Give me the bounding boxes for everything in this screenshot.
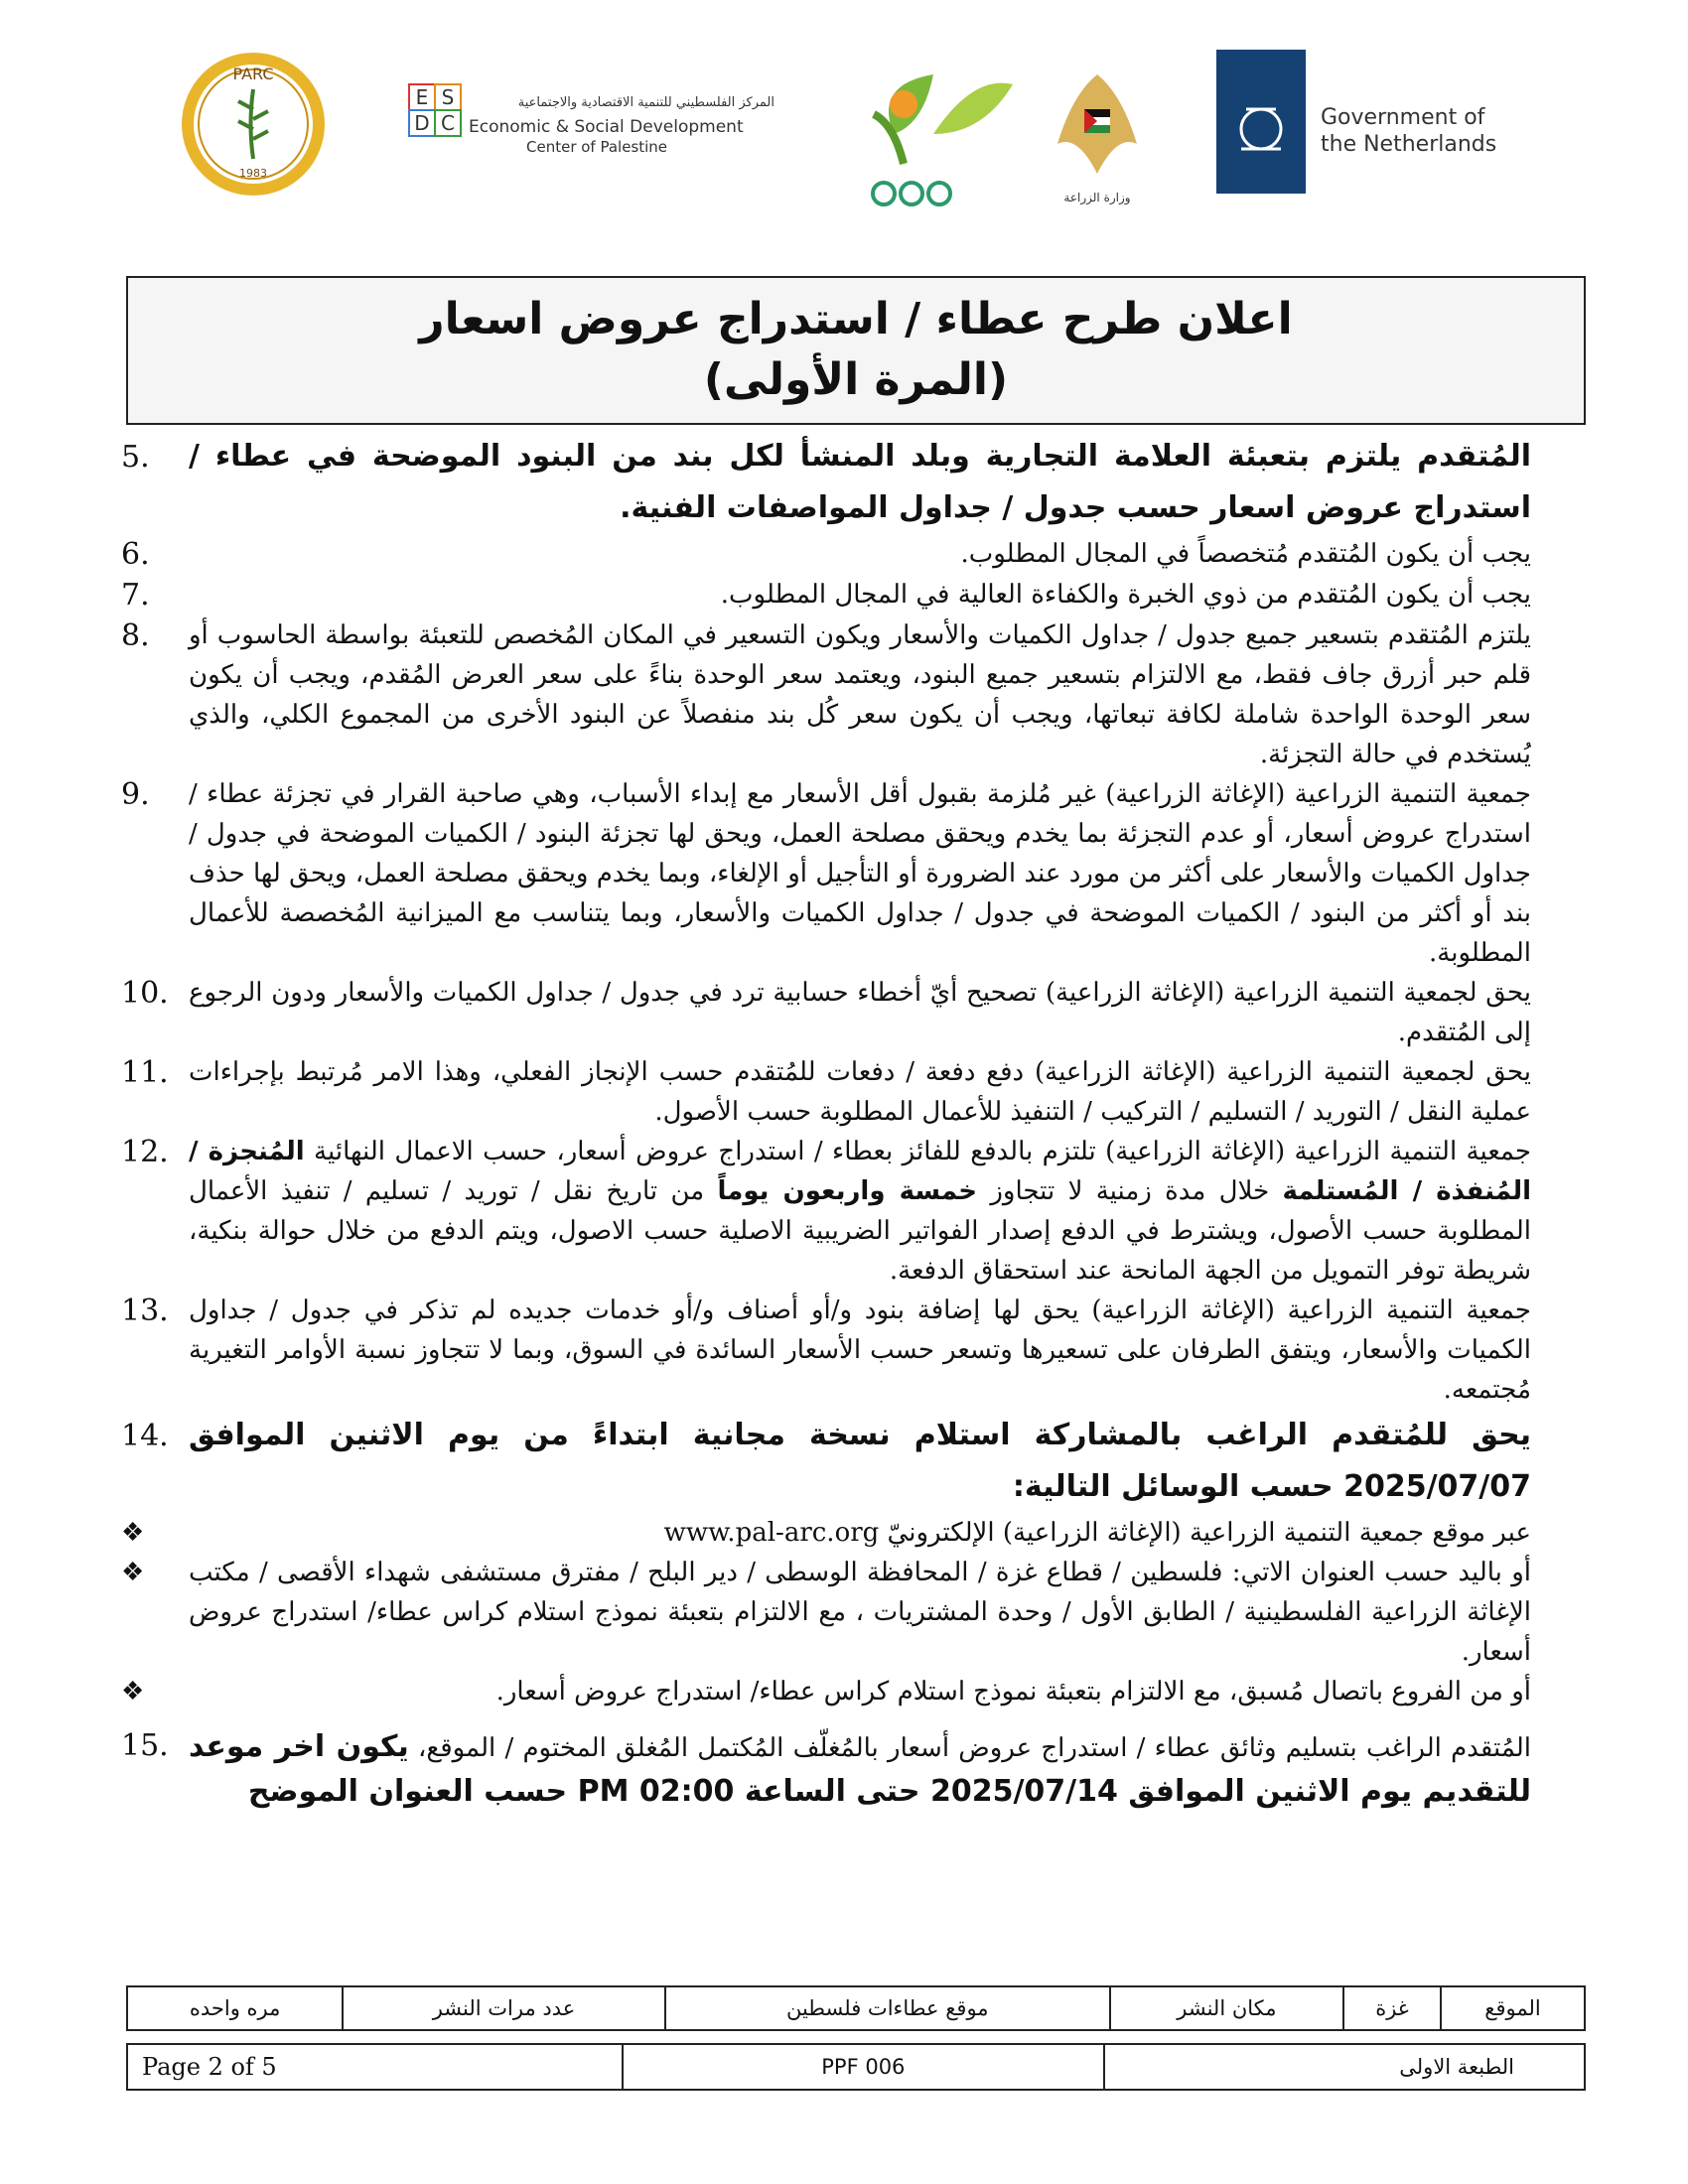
item-number: 9. (121, 777, 150, 812)
item-number: 12. (121, 1135, 169, 1169)
list-item (121, 431, 1531, 534)
document-footer-table (126, 2043, 1586, 2091)
esdc-logo (407, 74, 784, 184)
svg-text:Government of: Government of (1321, 105, 1485, 130)
item-number: 7. (121, 578, 150, 613)
page-number: Page 2 of 5 (127, 2044, 623, 2090)
list-item (121, 534, 1531, 575)
announcement-title-box (126, 276, 1586, 425)
item-text: يحق للمُتقدم الراغب بالمشاركة استلام نسخة مجانية ابتداءً من يوم الاثنين الموافق 2025/07/07 حسب الوسائل التالية: (189, 1418, 1531, 1504)
svg-text:D: D (414, 111, 430, 135)
conditions-list (121, 431, 1531, 1950)
bullet-item (121, 1513, 1531, 1553)
svg-text:PARC: PARC (232, 65, 274, 83)
item-number: 13. (121, 1294, 169, 1328)
netherlands-government-logo (1172, 50, 1589, 199)
item-number: 8. (121, 618, 150, 653)
list-item (121, 973, 1531, 1052)
location-value: غزة (1343, 1986, 1441, 2030)
svg-text:S: S (441, 85, 455, 109)
item-number: 5. (121, 440, 150, 475)
svg-text:the Netherlands: the Netherlands (1321, 132, 1497, 157)
item-text: جمعية التنمية الزراعية (الإغاثة الزراعية) تلتزم بالدفع للفائز بعطاء / استدراج عروض أسعار، حسب الاعمال النهائية المُنجزة / المُنفذة / المُستلمة خلال مدة زمنية لا تتجاوز خمسة واربعون يوماً من تاريخ نقل / توريد / تسليم / تنفيذ الأعمال المطلوبة حسب الأصول، ويشترط في الدفع إصدار الفواتير الضريبية الاصلية حسب الاصول، ويتم الدفع من خلال حوالة بنكية، شريطة توفر التمويل من الجهة المانحة عند استحقاق الدفعة. (189, 1137, 1531, 1286)
list-item (121, 774, 1531, 973)
item-text: المُتقدم يلتزم بتعبئة العلامة التجارية وبلد المنشأ لكل بند من البنود الموضحة في عطاء / استدراج عروض اسعار حسب جدول / جداول المواصفات الفنية. (189, 439, 1531, 525)
bullet-item (121, 1553, 1531, 1672)
payment-days-emphasis: خمسة واربعون يوماً (717, 1176, 978, 1206)
item-text: جمعية التنمية الزراعية (الإغاثة الزراعية) يحق لها إضافة بنود و/أو أصناف و/أو خدمات جديده لم تذكر في جدول / جداول الكميات والأسعار، ويتفق الطرفان على تسعيرها وتسعر حسب الأسعار السائدة في السوق، وبما لا تتجاوز نسبة الأوامر التغيرية مُجتمعه. (189, 1296, 1531, 1405)
announcement-subtitle: (المرة الأولى) (703, 354, 1009, 405)
item-number: 14. (121, 1419, 169, 1453)
list-item (121, 1725, 1531, 1815)
bullet-text: عبر موقع جمعية التنمية الزراعية (الإغاثة الزراعية) الإلكترونيّ www.pal-arc.org (663, 1518, 1531, 1548)
svg-text:Center of Palestine: Center of Palestine (526, 138, 668, 156)
list-item (121, 575, 1531, 615)
location-label: الموقع (1441, 1986, 1585, 2030)
svg-text:E: E (415, 85, 429, 109)
item-text: يلتزم المُتقدم بتسعير جميع جدول / جداول الكميات والأسعار ويكون التسعير في المكان المُخصص للتعبئة بواسطة الحاسوب أو قلم حبر أزرق جاف فقط، مع الالتزام بتسعير جميع البنود، ويعتمد سعر الوحدة بناءً على سعر العرض المُقدم، ويجب أن يكون سعر الوحدة الواحدة شاملة لكافة تبعاتها، ويجب أن يكون سعر كُل بند منفصلاً عن البنود الأخرى من المجموع الكلي، والذي يُستخدم في حالة التجزئة. (189, 620, 1531, 769)
item-text: يجب أن يكون المُتقدم من ذوي الخبرة والكفاءة العالية في المجال المطلوب. (720, 580, 1531, 610)
publication-info-table (126, 1985, 1586, 2031)
item-text: المُتقدم الراغب بتسليم وثائق عطاء / استدراج عروض أسعار بالمُغلّف المُكتمل المُغلق المختوم / الموقع، يكون اخر موعد للتقديم يوم الاثنين الموافق 2025/07/14 حتى الساعة 02:00 PM حسب العنوان الموضح (189, 1729, 1531, 1809)
publish-place-value: موقع عطاءات فلسطين (665, 1986, 1110, 2030)
svg-text:المركز الفلسطيني للتنمية الاقت: المركز الفلسطيني للتنمية الاقتصادية والاجتماعية (517, 95, 774, 110)
announcement-title: اعلان طرح عطاء / استدراج عروض اسعار (419, 294, 1293, 344)
diamond-bullet-icon: ❖ (121, 1677, 145, 1706)
publish-count-value: مره واحده (127, 1986, 343, 2030)
list-item (121, 1410, 1531, 1513)
list-item (121, 615, 1531, 774)
bullet-text: أو باليد حسب العنوان الاتي: فلسطين / قطاع غزة / المحافظة الوسطى / دير البلح / مفترق مستشفى شهداء الأقصى / مكتب الإغاثة الزراعية الفلسطينية / الطابق الأول / وحدة المشتريات ، مع الالتزام بتعبئة نموذج استلام كراس عطاء/ استدراج عروض أسعار. (189, 1558, 1531, 1667)
form-code: PPF 006 (623, 2044, 1103, 2090)
item-text: يحق لجمعية التنمية الزراعية (الإغاثة الزراعية) دفع دفعة / دفعات للمُتقدم حسب الإنجاز الفعلي، وهذا الامر مُرتبط بإجراءات عملية النقل / التوريد / التسليم / التركيب / التنفيذ للأعمال المطلوبة حسب الأصول. (189, 1057, 1531, 1127)
publish-count-label: عدد مرات النشر (343, 1986, 665, 2030)
diamond-bullet-icon: ❖ (121, 1558, 145, 1587)
svg-text:1983: 1983 (239, 167, 267, 180)
tree-logo (834, 45, 1023, 213)
item-text: يحق لجمعية التنمية الزراعية (الإغاثة الزراعية) تصحيح أيّ أخطاء حسابية ترد في جدول / جداول الكميات والأسعار ودون الرجوع إلى المُتقدم. (189, 978, 1531, 1047)
svg-text:C: C (441, 111, 455, 135)
item-number: 15. (121, 1728, 169, 1763)
item-text: يجب أن يكون المُتقدم مُتخصصاً في المجال المطلوب. (960, 539, 1531, 569)
svg-text:وزارة الزراعة: وزارة الزراعة (1063, 191, 1131, 205)
ministry-eagle-logo (1023, 55, 1172, 213)
parc-logo (179, 50, 328, 199)
item-number: 11. (121, 1055, 169, 1090)
item-number: 6. (121, 537, 150, 572)
list-item (121, 1291, 1531, 1410)
list-item (121, 1052, 1531, 1132)
publish-place-label: مكان النشر (1110, 1986, 1343, 2030)
edition-label: الطبعة الاولى (1104, 2044, 1585, 2090)
item-number: 10. (121, 976, 169, 1011)
list-item (121, 1132, 1531, 1291)
item-text: جمعية التنمية الزراعية (الإغاثة الزراعية) غير مُلزمة بقبول أقل الأسعار مع إبداء الأسباب، وهي صاحبة القرار في تجزئة عطاء / استدراج عروض أسعار، أو عدم التجزئة بما يخدم ويحقق مصلحة العمل، ويحق لها تجزئة البنود / الكميات الموضحة في جدول / جداول الكميات والأسعار على أكثر من مورد عند الضرورة أو التأجيل أو الإلغاء، وبما يخدم ويحقق مصلحة العمل، ويحق لها حذف بند أو أكثر من البنود / الكميات الموضحة في جدول / جداول الكميات والأسعار، وبما يتناسب مع الميزانية المُخصصة للأعمال المطلوبة. (189, 779, 1531, 968)
svg-text:Economic & Social Development: Economic & Social Development (469, 117, 744, 137)
deadline-emphasis: يكون اخر موعد للتقديم يوم الاثنين الموافق 2025/07/14 حتى الساعة 02:00 PM حسب العنوان الموضح (189, 1729, 1531, 1809)
completed-work-emphasis: المُنجزة / المُنفذة / المُستلمة (189, 1137, 1531, 1206)
bullet-text: أو من الفروع باتصال مُسبق، مع الالتزام بتعبئة نموذج استلام كراس عطاء/ استدراج عروض أسعار. (495, 1677, 1531, 1706)
bullet-item (121, 1672, 1531, 1711)
diamond-bullet-icon: ❖ (121, 1518, 145, 1548)
logo-strip (149, 30, 1599, 218)
